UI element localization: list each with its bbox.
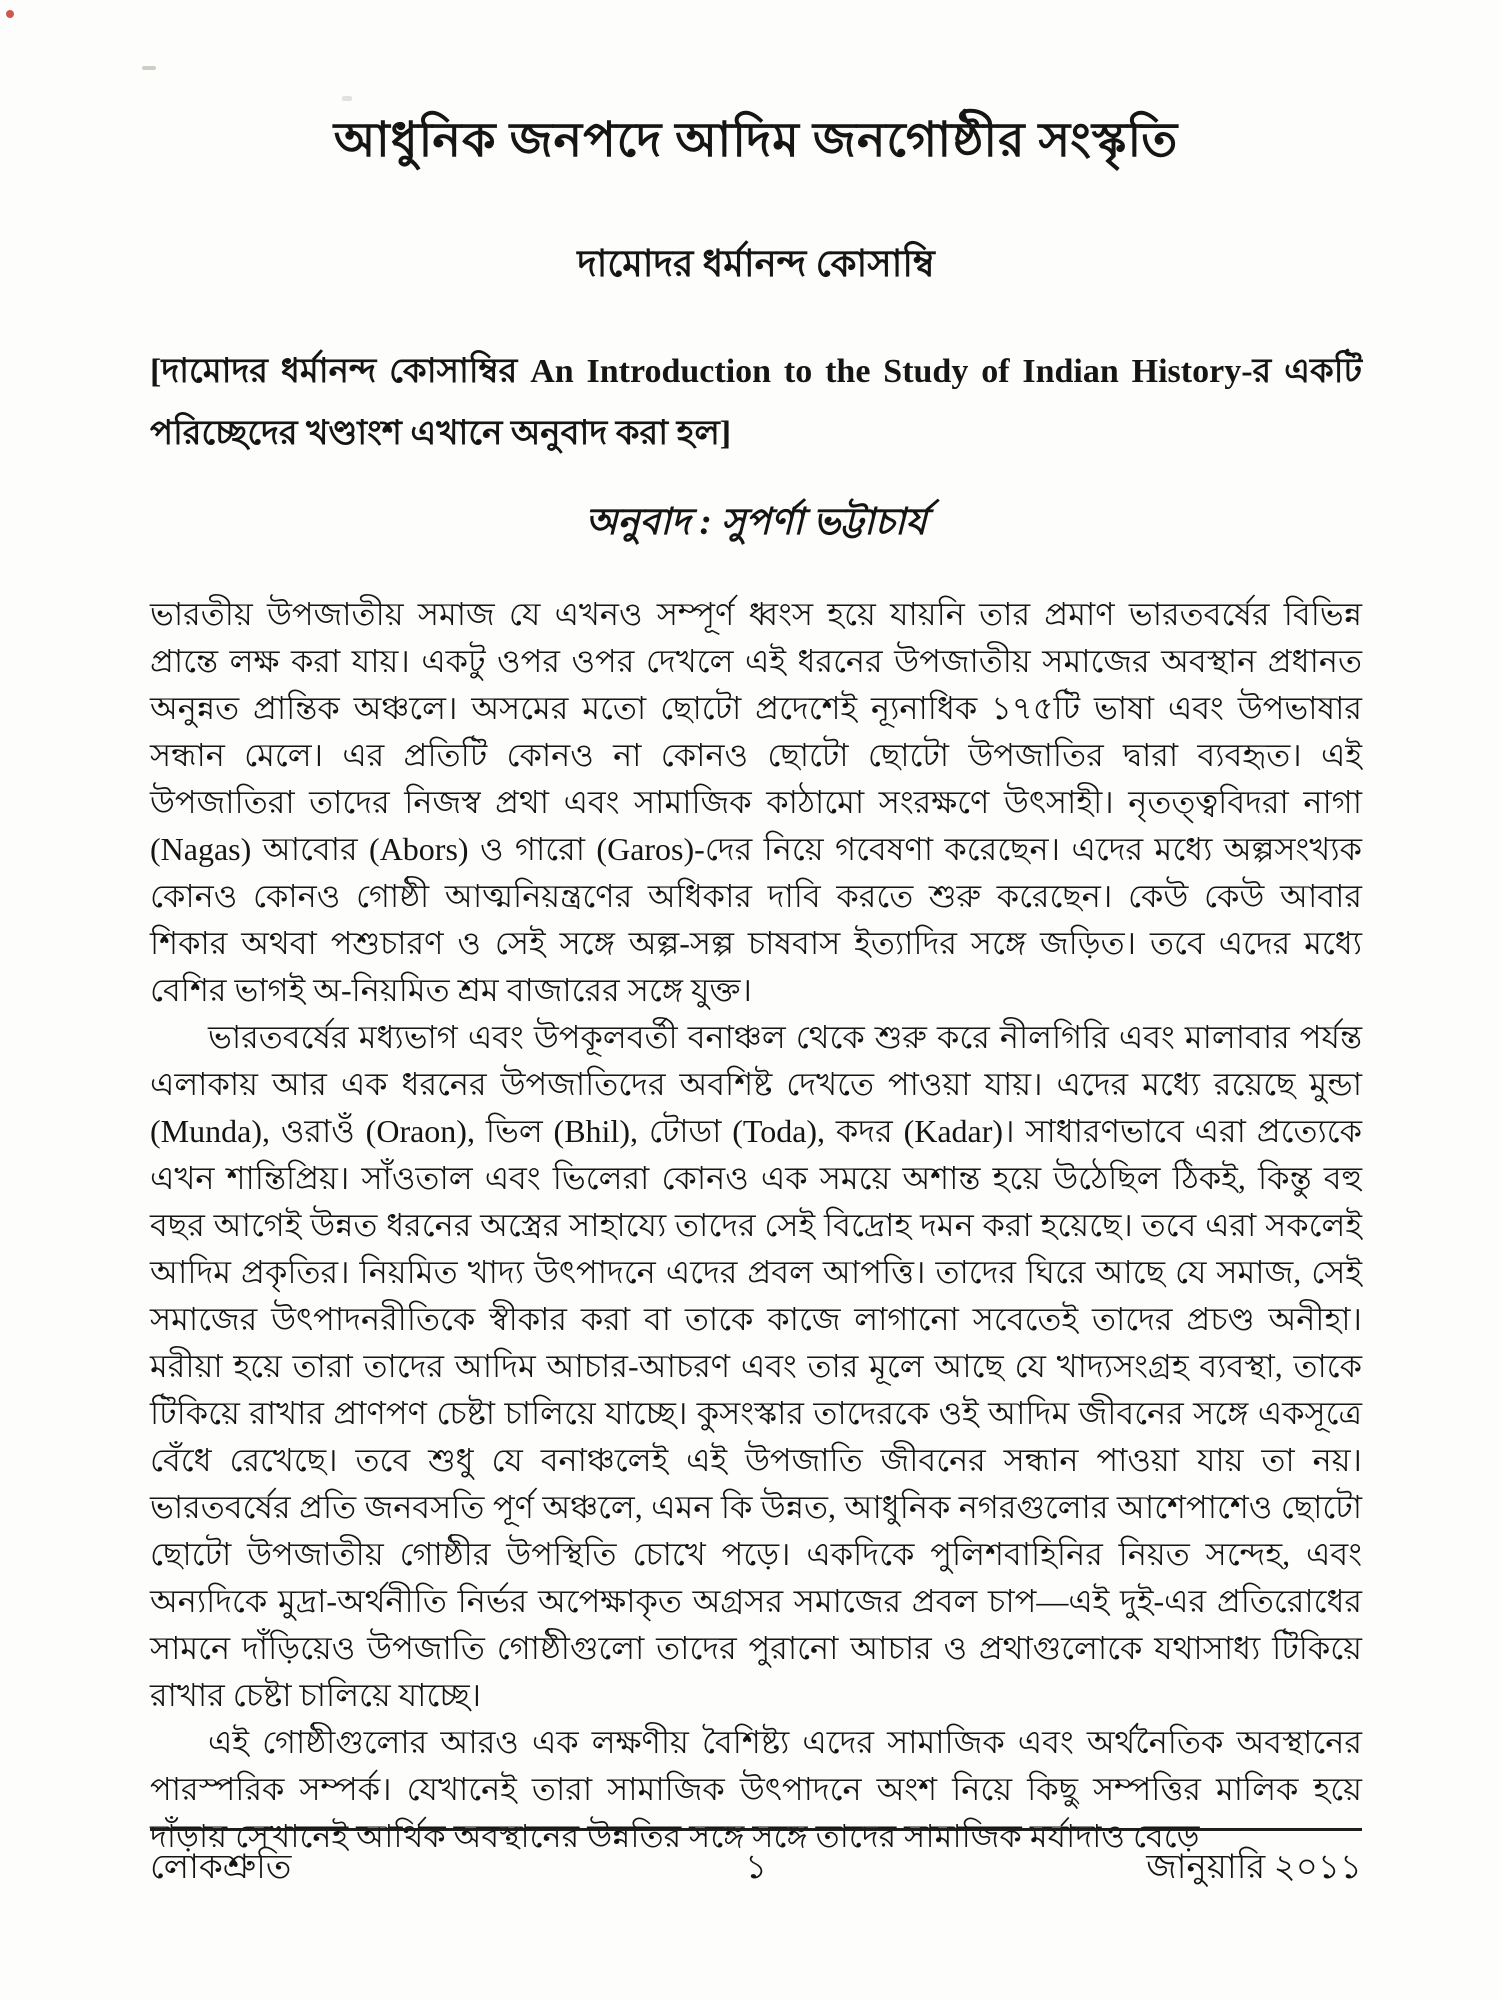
issue-date: জানুয়ারি ২০১১ xyxy=(1146,1849,1362,1886)
translator-line: অনুবাদ : সুপর্ণা ভট্টাচার্য xyxy=(585,502,927,544)
journal-name: লোকশ্রুতি xyxy=(150,1849,292,1886)
paragraph-2: ভারতবর্ষের মধ্যভাগ এবং উপকূলবর্তী বনাঞ্চল থেকে শুরু করে নীলগিরি এবং মালাবার পর্যন্ত এলাকায় আর এক ধরনের উপজাতিদের অবশিষ্ট দেখতে পাওয়া যায়। এদের মধ্যে রয়েছে মুন্ডা (Munda), ওরাওঁ (Oraon), ভিল (Bhil), টোডা (Toda), কদর (Kadar)। সাধারণভাবে এরা প্রত্যেকে এখন শান্তিপ্রিয়। সাঁওতাল এবং ভিলেরা কোনও এক সময়ে অশান্ত হয়ে উঠেছিল ঠিকই, কিন্তু বহু বছর আগেই উন্নত ধরনের অস্ত্রের সাহায্যে তাদের সেই বিদ্রোহ দমন করা হয়েছে। তবে এরা সকলেই আদিম প্রকৃতির। নিয়মিত খাদ্য উৎপাদনে এদের প্রবল আপত্তি। তাদের ঘিরে আছে যে সমাজ, সেই সমাজের উৎপাদনরীতিকে স্বীকার করা বা তাকে কাজে লাগানো সবেতেই তাদের প্রচণ্ড অনীহা। মরীয়া হয়ে তারা তাদের আদিম আচার-আচরণ এবং তার মূলে আছে যে খাদ্যসংগ্রহ ব্যবস্থা, তাকে টিকিয়ে রাখার প্রাণপণ চেষ্টা চালিয়ে যাচ্ছে। কুসংস্কার তাদেরকে ওই আদিম জীবনের সঙ্গে একসূত্রে বেঁধে রেখেছে। তবে শুধু যে বনাঞ্চলেই এই উপজাতি জীবনের সন্ধান পাওয়া যায় তা নয়। ভারতবর্ষের প্রতি জনবসতি পূর্ণ অঞ্চলে, এমন কি উন্নত, আধুনিক নগরগুলোর আশেপাশেও ছোটো ছোটো উপজাতীয় গোষ্ঠীর উপস্থিতি চোখে পড়ে। একদিকে পুলিশবাহিনির নিয়ত সন্দেহ, এবং অন্যদিকে মুদ্রা-অর্থনীতি নির্ভর অপেক্ষাকৃত অগ্রসর সমাজের প্রবল চাপ—এই দুই-এর প্রতিরোধের সামনে দাঁড়িয়েও উপজাতি গোষ্ঠীগুলো তাদের পুরানো আচার ও প্রথাগুলোকে যথাসাধ্য টিকিয়ে রাখার চেষ্টা চালিয়ে যাচ্ছে। xyxy=(150,1019,1362,1714)
scan-artifact-red-dot xyxy=(6,10,14,18)
footer-row xyxy=(150,1841,1362,1898)
paragraph-1: ভারতীয় উপজাতীয় সমাজ যে এখনও সম্পূর্ণ ধ্বংস হয়ে যায়নি তার প্রমাণ ভারতবর্ষের বিভিন্ন প্রান্তে লক্ষ করা যায়। একটু ওপর ওপর দেখলে এই ধরনের উপজাতীয় সমাজের অবস্থান প্রধানত অনুন্নত প্রান্তিক অঞ্চলে। অসমের মতো ছোটো প্রদেশেই ন্যূনাধিক ১৭৫টি ভাষা এবং উপভাষার সন্ধান মেলে। এর প্রতিটি কোনও না কোনও ছোটো ছোটো উপজাতির দ্বারা ব্যবহৃত। এই উপজাতিরা তাদের নিজস্ব প্রথা এবং সামাজিক কাঠামো সংরক্ষণে উৎসাহী। নৃতত্ত্ববিদরা নাগা (Nagas) আবোর (Abors) ও গারো (Garos)-দের নিয়ে গবেষণা করেছেন। এদের মধ্যে অল্পসংখ্যক কোনও কোনও গোষ্ঠী আত্মনিয়ন্ত্রণের অধিকার দাবি করতে শুরু করেছেন। কেউ কেউ আবার শিকার অথবা পশুচারণ ও সেই সঙ্গে অল্প-সল্প চাষবাস ইত্যাদির সঙ্গে জড়িত। তবে এদের মধ্যে বেশির ভাগই অ-নিয়মিত শ্রম বাজারের সঙ্গে যুক্ত। xyxy=(150,596,1362,1009)
page-number: ১ xyxy=(744,1849,768,1886)
footer-divider xyxy=(150,1828,1362,1831)
intro-note: [দামোদর ধর্মানন্দ কোসাম্বির An Introduction to the Study of Indian History-র একটি পরিচ্ছেদের খণ্ডাংশ এখানে অনুবাদ করা হল] xyxy=(150,352,1362,453)
paragraph-3: এই গোষ্ঠীগুলোর আরও এক লক্ষণীয় বৈশিষ্ট্য এদের সামাজিক এবং অর্থনৈতিক অবস্থানের পারস্পরিক সম্পর্ক। যেখানেই তারা সামাজিক উৎপাদনে অংশ নিয়ে কিছু সম্পত্তির মালিক হয়ে দাঁড়ায় সেখানেই আর্থিক অবস্থানের উন্নতির সঙ্গে সঙ্গে তাদের সামাজিক মর্যাদাও বেড়ে xyxy=(150,1724,1362,1855)
scanned-article-page xyxy=(150,0,1362,2000)
article-title: আধুনিক জনপদে আদিম জনগোষ্ঠীর সংস্কৃতি xyxy=(333,114,1179,167)
article-author: দামোদর ধর্মানন্দ কোসাম্বি xyxy=(577,243,935,285)
article-body xyxy=(150,591,1362,1860)
page-footer xyxy=(150,1828,1362,1898)
